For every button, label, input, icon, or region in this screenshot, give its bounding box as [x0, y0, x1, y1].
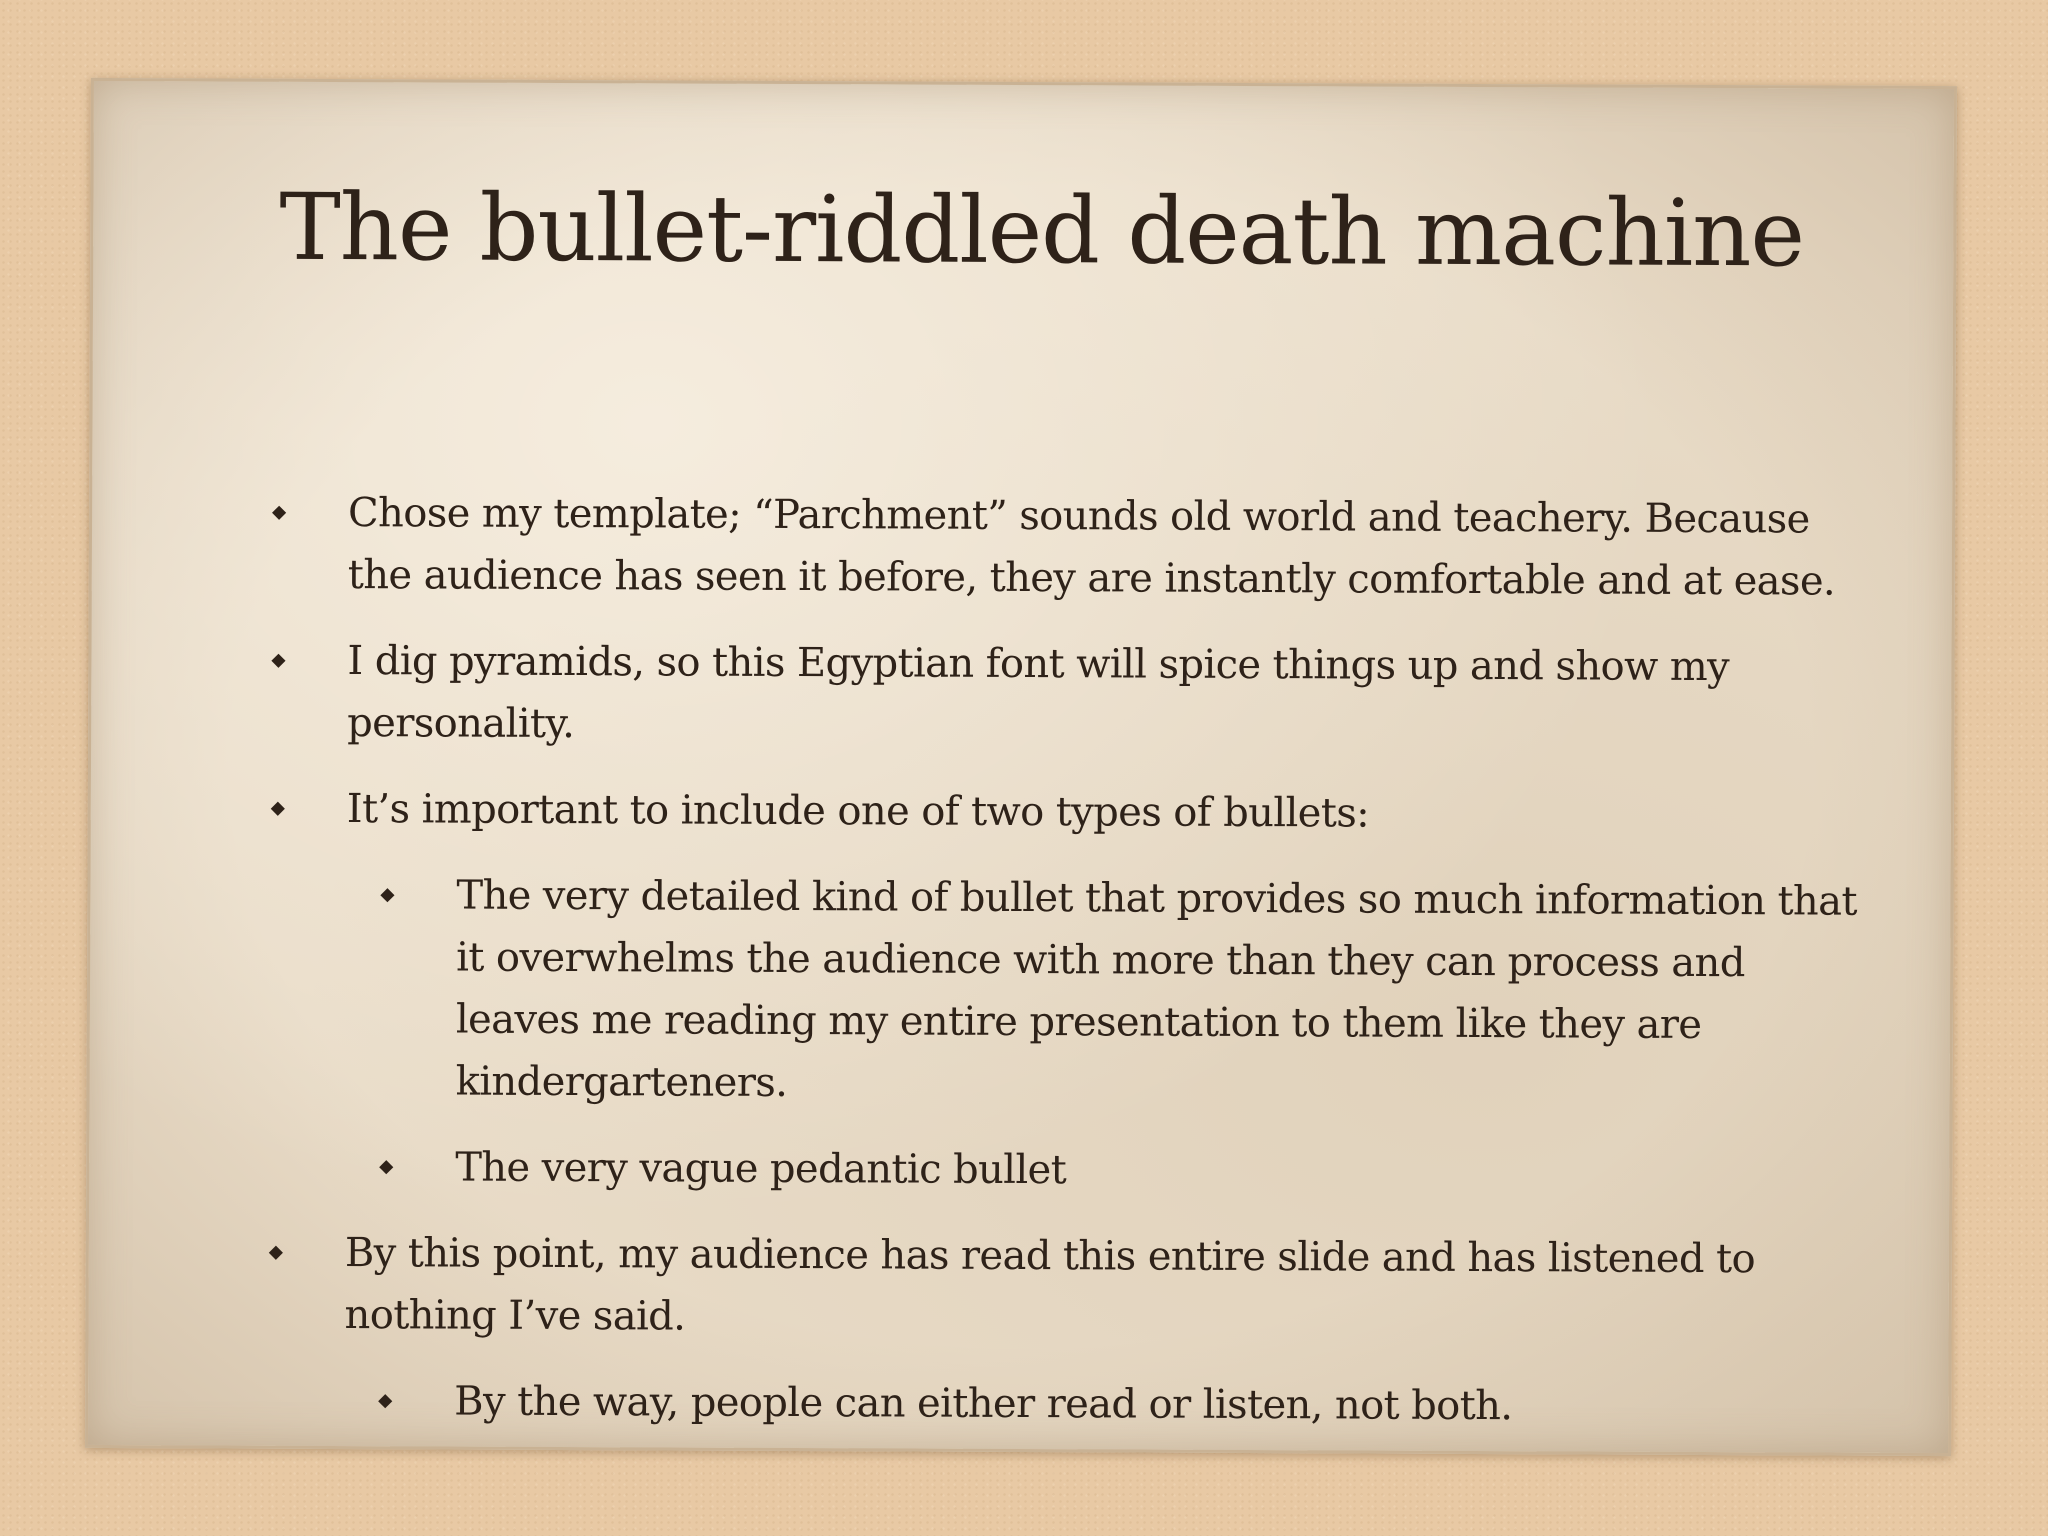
diamond-bullet-icon	[269, 1246, 283, 1260]
bullet-item	[92, 481, 1879, 613]
sub-bullet-text: The very vague pedantic bullet	[455, 1144, 1067, 1194]
diamond-bullet-icon	[272, 506, 286, 520]
sub-bullet-item	[89, 1135, 1875, 1205]
parchment-slide	[85, 78, 1957, 1456]
slide-title: The bullet-riddled death machine	[279, 173, 1805, 288]
bullet-text: I dig pyramids, so this Egyptian font will spice things up and show my personality.	[347, 638, 1730, 748]
bullet-item	[91, 777, 1877, 847]
bullet-text: It’s important to include one of two types of bullets:	[346, 786, 1370, 837]
bullet-text: By this point, my audience has read this entire slide and has listened to nothing I’ve said.	[344, 1230, 1756, 1340]
bullet-item	[88, 1221, 1875, 1353]
sub-bullet-text: By the way, people can either read or listen, not both.	[454, 1378, 1513, 1430]
bullet-text: Chose my template; “Parchment” sounds old world and teachery. Because the audience has seen it before, they are instantly comfortable and at ease.	[347, 490, 1836, 605]
diamond-bullet-icon	[271, 654, 285, 668]
bullet-list	[88, 481, 1952, 1463]
diamond-bullet-icon	[379, 1160, 393, 1174]
diamond-bullet-icon	[378, 1394, 392, 1408]
sub-bullet-item	[89, 863, 1876, 1119]
diamond-bullet-icon	[380, 888, 394, 902]
bullet-item	[91, 629, 1878, 761]
sub-bullet-text: The very detailed kind of bullet that provides so much information that it overwhelms the audience with more than they can process and leaves me reading my entire presentation to them like they are kindergarteners.	[455, 872, 1857, 1106]
sub-bullet-item	[88, 1369, 1874, 1439]
diamond-bullet-icon	[271, 802, 285, 816]
